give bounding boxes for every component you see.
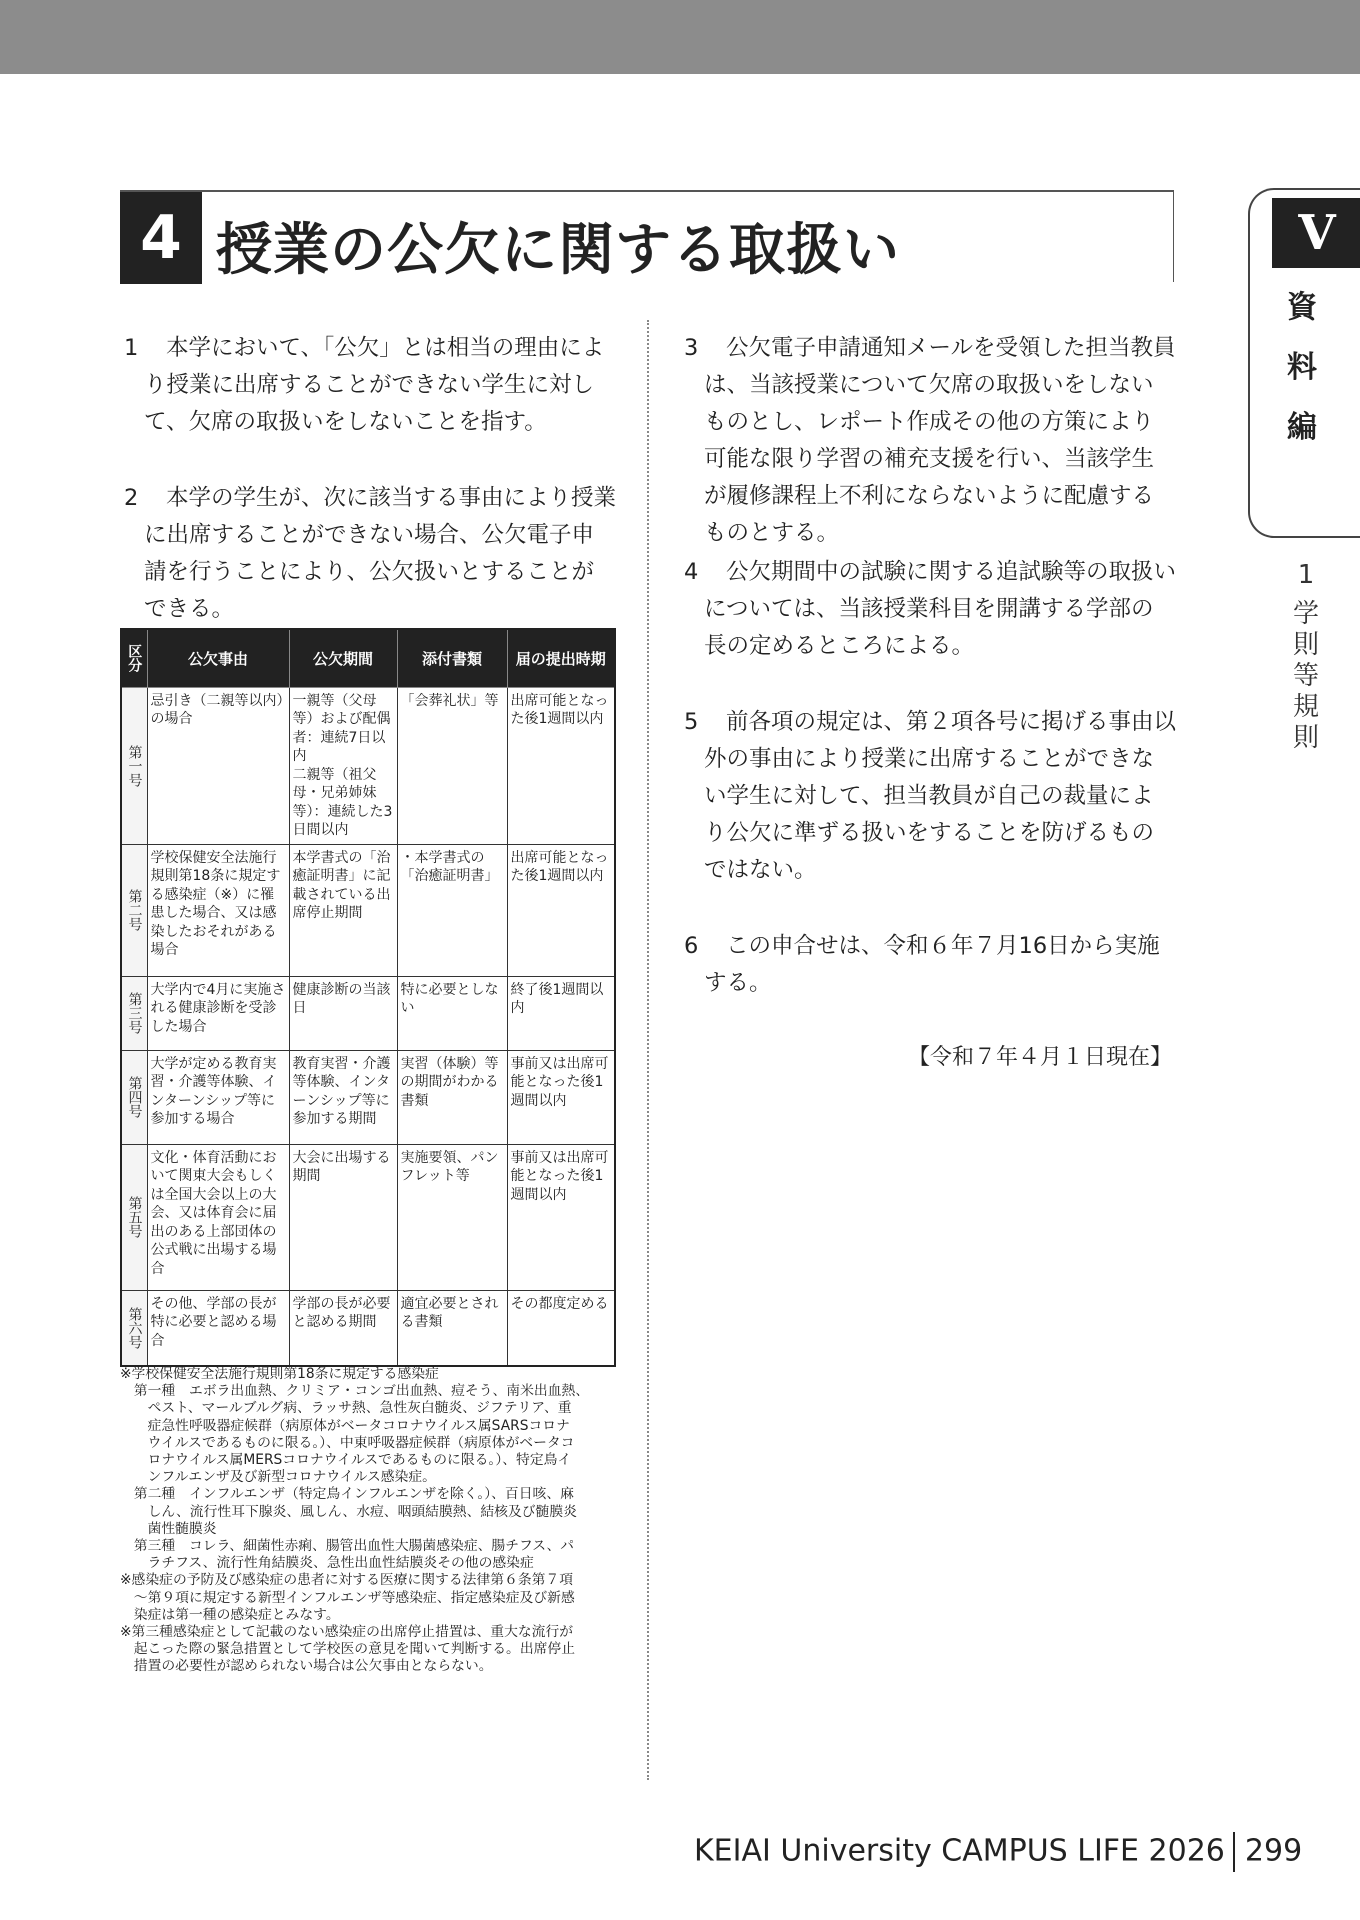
chapter-roman: V (1272, 198, 1360, 268)
table-cell-reason: 大学内で4月に実施される健康診断を受診した場合 (147, 976, 289, 1050)
paragraph-1 (124, 330, 616, 441)
paragraph-3 (684, 330, 1176, 552)
footnote-line: 起こった際の緊急措置として学校医の意見を聞いて判断する。出席停止 (120, 1641, 576, 1658)
table-header-row (121, 629, 615, 687)
table-cell-timing: 事前又は出席可能となった後1週間以内 (507, 1050, 615, 1144)
subtitle-char: 等 (1292, 661, 1319, 691)
chapter-char: 料 (1287, 350, 1317, 385)
column-divider (647, 320, 649, 1780)
paragraph-4 (684, 554, 1176, 665)
table-cell-period: 一親等（父母等）および配偶者：連続7日以内 二親等（祖父母・兄弟姉妹等）：連続した3日間以内 (289, 687, 397, 844)
table-header: 公欠期間 (289, 629, 397, 687)
absence-table (120, 628, 616, 1367)
table-cell-period: 大会に出場する期間 (289, 1144, 397, 1290)
table-cell-timing: その都度定める (507, 1290, 615, 1366)
table-cell-period: 学部の長が必要と認める期間 (289, 1290, 397, 1366)
paragraph-text: 前各項の規定は、第２項各号に掲げる事由以外の事由により授業に出席することができない学生に対して、担当教員が自己の裁量により公欠に準ずる扱いをすることを防げるものではない。 (704, 709, 1177, 883)
footnote-line: ペスト、マールブルグ病、ラッサ熱、急性灰白髄炎、ジフテリア、重 (120, 1400, 572, 1417)
table-cell-reason: 忌引き（二親等以内）の場合 (147, 687, 289, 844)
table-cell-reason: その他、学部の長が特に必要と認める場合 (147, 1290, 289, 1366)
page-number: 299 (1244, 1833, 1303, 1869)
chapter-tab (1248, 188, 1360, 538)
table-cell-timing: 出席可能となった後1週間以内 (507, 844, 615, 976)
table-cell-timing: 終了後1週間以内 (507, 976, 615, 1050)
table-cell-docs: 実習（体験）等の期間がわかる書類 (397, 1050, 507, 1144)
table-cell-docs: ・本学書式の「治癒証明書」 (397, 844, 507, 976)
top-bar (0, 0, 1360, 74)
paragraph-text: 公欠期間中の試験に関する追試験等の取扱いについては、当該授業科目を開講する学部の長の定めるところによる。 (704, 559, 1177, 659)
section-heading (120, 190, 1174, 282)
table-cell-timing: 事前又は出席可能となった後1週間以内 (507, 1144, 615, 1290)
table-row (121, 1144, 615, 1290)
subtitle-char: 則 (1292, 723, 1319, 753)
footnote-line: 染症は第一種の感染症とみなす。 (120, 1606, 340, 1623)
footnote-line: ※第三種感染症として記載のない感染症の出席停止措置は、重大な流行が (120, 1624, 574, 1641)
paragraph-text: 公欠電子申請通知メールを受領した担当教員は、当該授業について欠席の取扱いをしないものとし、レポート作成その他の方策により可能な限り学習の補充支援を行い、当該学生が履修課程上不利にならないように配慮するものとする。 (704, 335, 1176, 546)
section-number: 4 (120, 192, 202, 284)
footnote-line: ンフルエンザ及び新型コロナウイルス感染症。 (120, 1469, 436, 1486)
paragraph-number: 2 (124, 485, 139, 511)
table-cell-category: 第一号 (121, 687, 147, 844)
table-cell-reason: 学校保健安全法施行規則第18条に規定する感染症（※）に罹患した場合、又は感染したおそれがある場合 (147, 844, 289, 976)
page-footer (694, 1832, 1302, 1872)
table-cell-category: 第二号 (121, 844, 147, 976)
paragraph-text: 本学の学生が、次に該当する事由により授業に出席することができない場合、公欠電子申請を行うことにより、公欠扱いとすることができる。 (144, 485, 617, 622)
table-row (121, 844, 615, 976)
table-footnotes (120, 1366, 616, 1676)
footnote-line: しん、流行性耳下腺炎、風しん、水痘、咽頭結膜熱、結核及び髄膜炎 (120, 1503, 577, 1520)
table-row (121, 1050, 615, 1144)
table-cell-category: 第五号 (121, 1144, 147, 1290)
footnote-line: 第三種 コレラ、細菌性赤痢、腸管出血性大腸菌感染症、腸チフス、パ (120, 1538, 575, 1555)
table-cell-period: 教育実習・介護等体験、インターンシップ等に参加する期間 (289, 1050, 397, 1144)
table-cell-category: 第四号 (121, 1050, 147, 1144)
table-row (121, 1290, 615, 1366)
footnote-line: 措置の必要性が認められない場合は公欠事由とならない。 (120, 1658, 493, 1675)
paragraph-number: 1 (124, 335, 139, 361)
table-row (121, 976, 615, 1050)
table-header: 区分 (121, 629, 147, 687)
footer-title: KEIAI University CAMPUS LIFE 2026 (694, 1833, 1225, 1869)
table-cell-docs: 実施要領、パンフレット等 (397, 1144, 507, 1290)
table-cell-docs: 特に必要としない (397, 976, 507, 1050)
footnote-line: ※感染症の予防及び感染症の患者に対する医療に関する法律第６条第７項 (120, 1572, 574, 1589)
footnote-line: 菌性髄膜炎 (120, 1520, 217, 1537)
paragraph-number: 5 (684, 709, 699, 735)
paragraph-2 (124, 480, 616, 628)
table-cell-docs: 適宜必要とされる書類 (397, 1290, 507, 1366)
table-header: 添付書類 (397, 629, 507, 687)
subtitle-char: 規 (1292, 692, 1319, 722)
paragraph-6 (684, 928, 1176, 1002)
footnote-line: 第二種 インフルエンザ（特定鳥インフルエンザを除く。）、百日咳、麻 (120, 1486, 574, 1503)
table-cell-period: 健康診断の当該日 (289, 976, 397, 1050)
footnote-line: ※学校保健安全法施行規則第18条に規定する感染症 (120, 1366, 439, 1382)
subtitle-char: 1 (1297, 560, 1315, 590)
footnote-line: ロナウイルス属MERSコロナウイルスであるものに限る。）、特定鳥イ (120, 1452, 572, 1469)
footnote-line: 症急性呼吸器症候群（病原体がベータコロナウイルス属SARSコロナ (120, 1417, 570, 1434)
table-cell-timing: 出席可能となった後1週間以内 (507, 687, 615, 844)
paragraph-text: この申合せは、令和６年７月16日から実施する。 (704, 933, 1160, 996)
table-header: 公欠事由 (147, 629, 289, 687)
section-title: 授業の公欠に関する取扱い (216, 218, 900, 283)
table-header: 届の提出時期 (507, 629, 615, 687)
table-cell-category: 第六号 (121, 1290, 147, 1366)
as-of-date: 【令和７年４月１日現在】 (907, 1045, 1172, 1070)
subtitle-char: 学 (1292, 599, 1319, 629)
chapter-char: 編 (1287, 410, 1317, 445)
paragraph-number: 6 (684, 933, 699, 959)
paragraph-text: 本学において、「公欠」とは相当の理由により授業に出席することができない学生に対して、欠席の取扱いをしないことを指す。 (144, 335, 605, 435)
footer-separator (1233, 1832, 1235, 1872)
table-cell-reason: 大学が定める教育実習・介護等体験、インターンシップ等に参加する場合 (147, 1050, 289, 1144)
paragraph-number: 3 (684, 335, 699, 361)
paragraph-number: 4 (684, 559, 699, 585)
table-cell-docs: 「会葬礼状」等 (397, 687, 507, 844)
footnote-line: ラチフス、流行性角結膜炎、急性出血性結膜炎その他の感染症 (120, 1555, 534, 1572)
chapter-subtitle (1286, 560, 1326, 754)
paragraph-5 (684, 704, 1176, 889)
footnote-line: ～第９項に規定する新型インフルエンザ等感染症、指定感染症及び新感 (120, 1589, 575, 1606)
table-cell-reason: 文化・体育活動において関東大会もしくは全国大会以上の大会、又は体育会に届出のある上部団体の公式戦に出場する場合 (147, 1144, 289, 1290)
chapter-char: 資 (1287, 290, 1317, 325)
footnote-line: 第一種 エボラ出血熱、クリミア・コンゴ出血熱、痘そう、南米出血熱、 (120, 1383, 590, 1400)
table-cell-period: 本学書式の「治癒証明書」に記載されている出席停止期間 (289, 844, 397, 976)
table-cell-category: 第三号 (121, 976, 147, 1050)
table-row (121, 687, 615, 844)
footnote-line: ウイルスであるものに限る。）、中東呼吸器症候群（病原体がベータコ (120, 1434, 575, 1451)
subtitle-char: 則 (1292, 630, 1319, 660)
